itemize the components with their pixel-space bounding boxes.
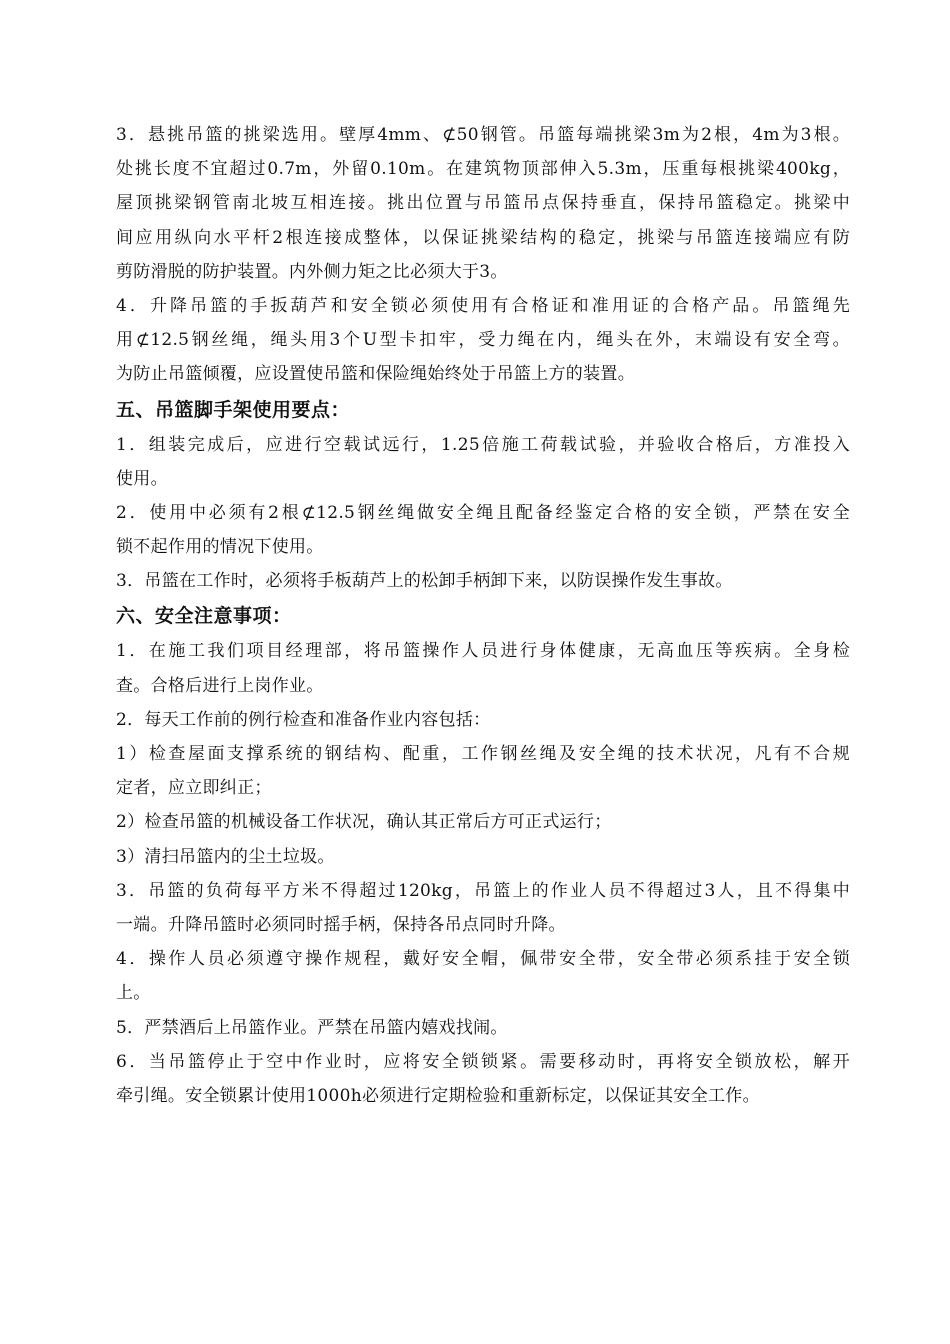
paragraph-line: 3．吊篮的负荷每平方米不得超过120kg，吊篮上的作业人员不得超过3人，且不得集中 xyxy=(116,880,850,901)
paragraph-line: 使用。 xyxy=(116,468,168,489)
paragraph-line: 3．悬挑吊篮的挑梁选用。壁厚4mm、⊄50钢管。吊篮每端挑梁3m为2根，4m为3根。 xyxy=(116,125,850,145)
paragraph-line: 3）清扫吊篮内的尘土垃圾。 xyxy=(116,846,335,867)
paragraph-line: 1）检查屋面支撑系统的钢结构、配重，工作钢丝绳及安全绳的技术状况，凡有不合规 xyxy=(116,744,850,764)
paragraph-line: 剪防滑脱的防护装置。内外侧力矩之比必须大于3。 xyxy=(116,261,508,282)
paragraph-line: 3．吊篮在工作时，必须将手板葫芦上的松卸手柄卸下来，以防误操作发生事故。 xyxy=(116,571,733,592)
paragraph-line: 上。 xyxy=(116,983,151,1004)
paragraph-line: 5．严禁酒后上吊篮作业。严禁在吊篮内嬉戏找闹。 xyxy=(116,1017,508,1038)
paragraph-line: 查。合格后进行上岗作业。 xyxy=(116,675,324,696)
paragraph-line: 2．每天工作前的例行检查和准备作业内容包括： xyxy=(116,709,491,730)
paragraph-line: 4．升降吊篮的手扳葫芦和安全锁必须使用有合格证和准用证的合格产品。吊篮绳先 xyxy=(116,295,850,316)
section-heading: 五、吊篮脚手架使用要点： xyxy=(116,398,351,421)
paragraph-line: 处挑长度不宜超过0.7m，外留0.10m。在建筑物顶部伸入5.3m，压重每根挑梁400kg， xyxy=(116,159,850,180)
paragraph-line: 4．操作人员必须遵守操作规程，戴好安全帽，佩带安全带，安全带必须系挂于安全锁 xyxy=(116,949,850,970)
paragraph-line: 2．使用中必须有2根⊄12.5钢丝绳做安全绳且配备经鉴定合格的安全锁，严禁在安全 xyxy=(116,502,850,523)
paragraph-line: 为防止吊篮倾覆，应设置使吊篮和保险绳始终处于吊篮上方的装置。 xyxy=(116,364,635,385)
paragraph-line: 一端。升降吊篮时必须同时摇手柄，保持各吊点同时升降。 xyxy=(116,914,566,935)
paragraph-line: 6．当吊篮停止于空中作业时，应将安全锁锁紧。需要移动时，再将安全锁放松，解开 xyxy=(116,1051,850,1072)
paragraph-line: 锁不起作用的情况下使用。 xyxy=(116,537,324,558)
section-heading: 六、安全注意事项： xyxy=(116,605,292,628)
paragraph-line: 1．组装完成后，应进行空载试远行，1.25倍施工荷载试验，并验收合格后，方准投入 xyxy=(116,434,850,455)
paragraph-line: 屋顶挑梁钢管南北坡互相连接。挑出位置与吊篮吊点保持垂直，保持吊篮稳定。挑梁中 xyxy=(116,193,850,214)
document-page xyxy=(116,118,850,1113)
paragraph-line: 1．在施工我们项目经理部，将吊篮操作人员进行身体健康，无高血压等疾病。全身检 xyxy=(116,641,850,662)
paragraph-line: 间应用纵向水平杆2根连接成整体，以保证挑梁结构的稳定，挑梁与吊篮连接端应有防 xyxy=(116,227,850,248)
paragraph-line: 用⊄12.5钢丝绳，绳头用3个U型卡扣牢，受力绳在内，绳头在外，末端设有安全弯。 xyxy=(116,330,850,351)
paragraph-line: 牵引绳。安全锁累计使用1000h必须进行定期检验和重新标定，以保证其安全工作。 xyxy=(116,1085,760,1106)
paragraph-line: 定者，应立即纠正； xyxy=(116,778,272,799)
paragraph-line: 2）检查吊篮的机械设备工作状况，确认其正常后方可正式运行； xyxy=(116,812,612,833)
